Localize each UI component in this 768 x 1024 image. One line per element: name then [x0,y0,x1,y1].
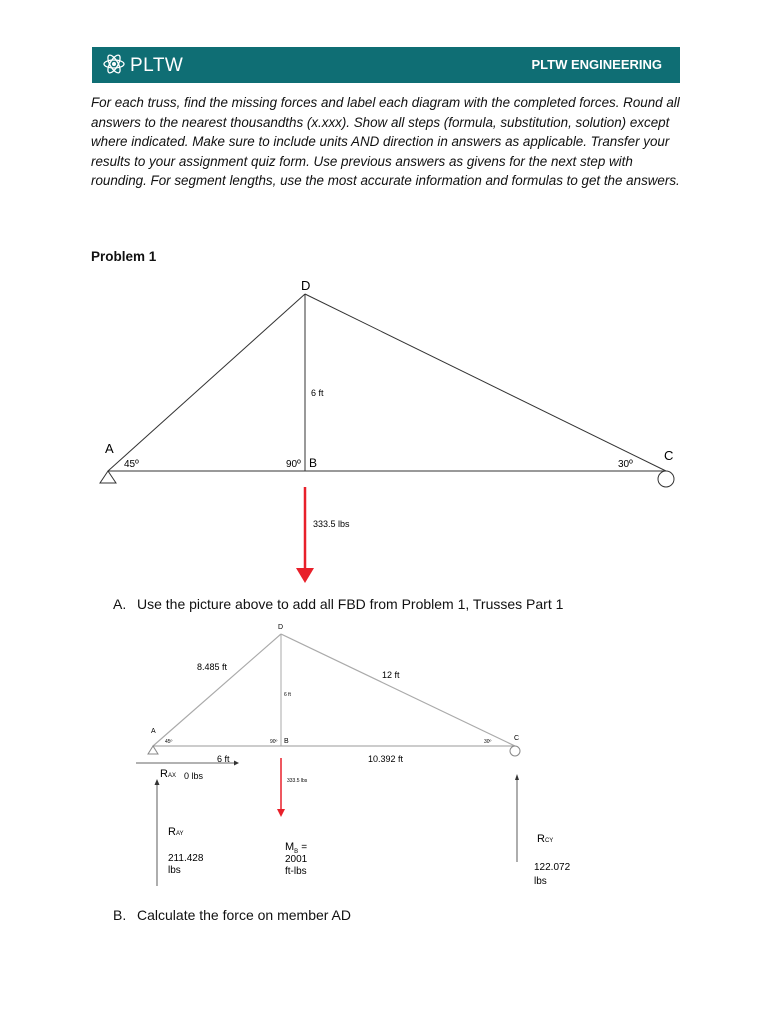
instructions: For each truss, find the missing forces and label each diagram with the completed forces. Round all answers to the nearest thousandths (x.xxx). Show all steps (formula, substitution, solution) except where indicated. Make sure to include units AND direction in answers as applicable. Transfer your results to your assignment quiz form. Use previous answers as givens for the next step with rounding. For segment lengths, use the most accurate information and formulas to get the answers. [91,95,680,189]
length-dc: 12 ft [382,670,400,680]
length-ab: 6 ft [217,754,230,764]
mb-label: $M_B$ = [285,841,308,855]
node-label-b: B [284,738,289,745]
rcy-value: 122.072 [534,862,571,873]
ray-arrow-icon [155,779,160,785]
height-label: 6 ft [284,692,291,698]
load-arrow-icon [277,809,285,817]
member-dc-2 [281,634,515,746]
problem-title: Problem 1 [91,249,157,264]
question-b-text: Calculate the force on member AD [137,907,351,923]
question-a-letter: A. [113,596,127,612]
length-bc: 10.392 ft [368,754,404,764]
mb-value: 2001 [285,854,308,865]
question-b [113,907,351,923]
height-label: 6 ft [311,388,324,398]
rcy-unit: lbs [534,876,547,887]
rax-label: RAX [160,768,176,780]
angle-c: 30º [484,739,492,745]
truss-1 [100,278,674,583]
member-ad-2 [153,634,281,746]
node-label-d: D [278,624,284,631]
node-label-b: B [309,456,318,470]
logo-text: PLTW [130,55,184,76]
member-ad [108,294,305,471]
ray-unit: lbs [168,865,181,876]
angle-c: 30º [618,459,633,470]
angle-a: 45º [124,459,139,470]
mb-unit: ft-lbs [285,866,307,877]
node-label-c: C [664,448,674,463]
rax-arrow-icon [234,761,239,766]
node-label-d: D [301,278,311,293]
member-dc [305,294,666,471]
header-title: PLTW ENGINEERING [531,57,662,72]
roller-support-icon [658,471,674,487]
angle-a: 45º [165,739,173,745]
ray-label: RAY [168,826,184,838]
angle-b: 90º [286,459,301,470]
load-label: 333.5 lbs [287,778,308,784]
rcy-arrow-icon [515,774,519,780]
load-label: 333.5 lbs [313,519,350,529]
pin-support-icon [100,471,116,483]
node-label-a: A [105,441,114,456]
load-arrow-icon [296,568,314,583]
question-a [113,596,563,612]
roller-support-icon [510,746,520,756]
length-ad: 8.485 ft [197,662,228,672]
node-label-c: C [514,735,520,742]
rax-value: 0 lbs [184,771,204,781]
truss-2-fbd [136,624,571,887]
rcy-label: RCY [537,833,554,845]
question-b-letter: B. [113,907,127,923]
ray-value: 211.428 [168,853,204,864]
angle-b: 90º [270,739,278,745]
question-a-text: Use the picture above to add all FBD from Problem 1, Trusses Part 1 [137,596,564,612]
node-label-a: A [151,728,156,735]
pin-support-icon [148,746,158,754]
